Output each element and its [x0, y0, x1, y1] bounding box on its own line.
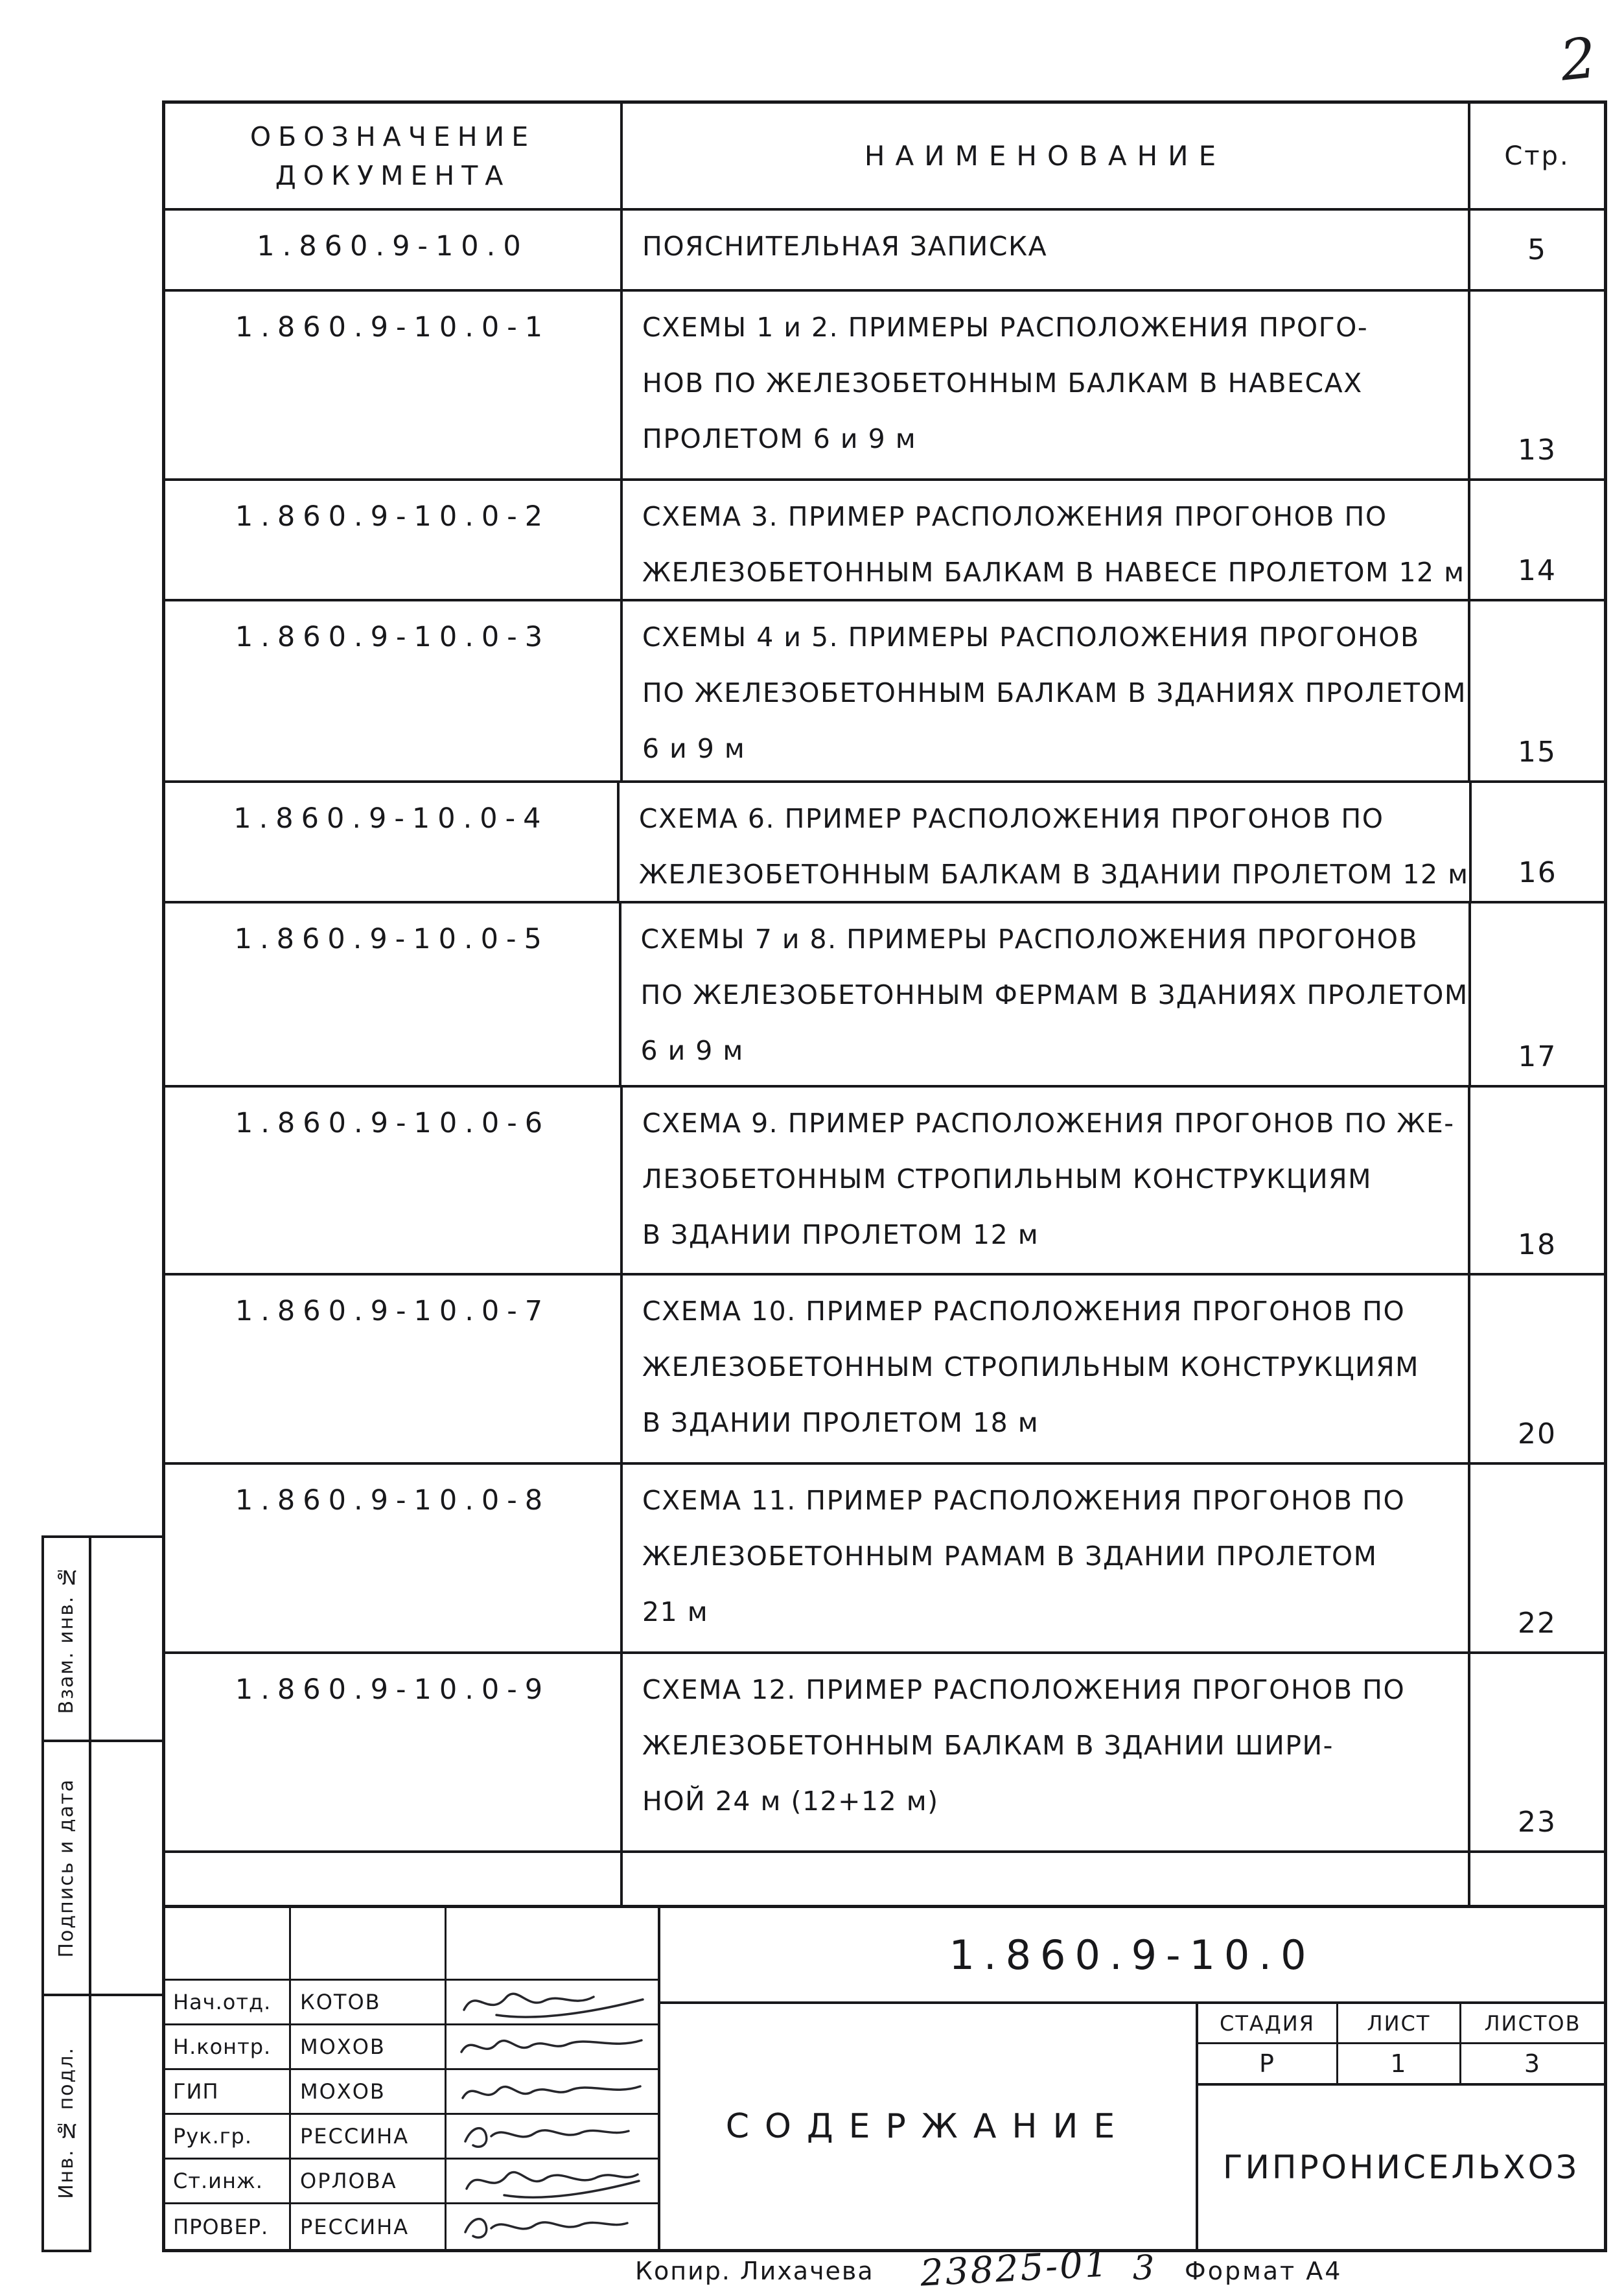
staff-row [165, 2204, 658, 2249]
entry-line: СХЕМА 10. ПРИМЕР РАСПОЛОЖЕНИЯ ПРОГОНОВ ПО [642, 1296, 1406, 1327]
doc-code: 1.860.9-10.0 [257, 230, 529, 262]
side-label: Взам. инв. № [55, 1563, 78, 1714]
staff-row [165, 2025, 658, 2070]
empty-signature-row [165, 1908, 658, 1981]
signature-scribble [455, 2026, 649, 2068]
table-row [165, 1088, 1604, 1276]
sheet-footer [0, 2243, 1624, 2295]
doc-code: 1.860.9-10.0-4 [233, 802, 549, 835]
frame-connector-line [91, 1740, 162, 1742]
doc-code: 1.860.9-10.0-7 [235, 1295, 551, 1327]
entry-line: В ЗДАНИИ ПРОЛЕТОМ 12 м [642, 1219, 1039, 1250]
entry-line: СХЕМА 6. ПРИМЕР РАСПОЛОЖЕНИЯ ПРОГОНОВ ПО [638, 803, 1384, 834]
entry-line: ПОЯСНИТЕЛЬНАЯ ЗАПИСКА [642, 231, 1048, 262]
entry-line: ЖЕЛЕЗОБЕТОННЫМ БАЛКАМ В ЗДАНИИ ШИРИ- [642, 1730, 1334, 1761]
order-number-handwritten: 23825-01 [919, 2243, 1111, 2295]
frame-connector-line [91, 1535, 162, 1538]
table-row [165, 601, 1604, 783]
doc-code: 1.860.9-10.0-5 [234, 923, 550, 955]
sheet-value: 1 [1338, 2044, 1461, 2083]
staff-role: ПРОВЕР. [165, 2204, 291, 2249]
signature-scribble [455, 2071, 649, 2112]
header-designation-line1: ОБОЗНАЧЕНИЕ [249, 121, 536, 152]
entry-line: СХЕМЫ 7 и 8. ПРИМЕРЫ РАСПОЛОЖЕНИЯ ПРОГОНОВ [640, 924, 1419, 955]
side-label: Подпись и дата [55, 1778, 78, 1958]
entry-line: СХЕМЫ 4 и 5. ПРИМЕРЫ РАСПОЛОЖЕНИЯ ПРОГОНОВ [642, 622, 1420, 653]
entry-line: ЖЕЛЕЗОБЕТОННЫМ РАМАМ В ЗДАНИИ ПРОЛЕТОМ [642, 1541, 1378, 1572]
page-number: 14 [1518, 554, 1557, 587]
table-row [165, 1654, 1604, 1853]
staff-name: МОХОВ [291, 2025, 447, 2068]
entry-line: 6 и 9 м [642, 733, 746, 764]
sheet-label: ЛИСТ [1338, 2004, 1461, 2042]
entry-line: 21 м [642, 1596, 709, 1627]
page-number: 17 [1518, 1040, 1557, 1073]
staff-row [165, 2115, 658, 2160]
staff-name: РЕССИНА [291, 2115, 447, 2158]
entry-line: ПО ЖЕЛЕЗОБЕТОННЫМ БАЛКАМ В ЗДАНИЯХ ПРОЛЕТОМ [642, 677, 1467, 708]
copies-count-handwritten: 3 [1133, 2249, 1155, 2288]
entry-line: ЖЕЛЕЗОБЕТОННЫМ СТРОПИЛЬНЫМ КОНСТРУКЦИЯМ [642, 1351, 1420, 1382]
table-row [165, 1465, 1604, 1654]
copier-label: Копир. Лихачева [635, 2257, 874, 2285]
entry-line: В ЗДАНИИ ПРОЛЕТОМ 18 м [642, 1407, 1039, 1438]
sheet-page-number: 2 [1557, 25, 1599, 94]
header-designation [165, 104, 623, 208]
table-row [165, 481, 1604, 601]
staff-role: Н.контр. [165, 2025, 291, 2068]
entry-line: СХЕМА 9. ПРИМЕР РАСПОЛОЖЕНИЯ ПРОГОНОВ ПО ЖЕ- [642, 1108, 1455, 1139]
document-number: 1.860.9-10.0 [660, 1908, 1604, 2004]
signature-scribble [455, 1981, 649, 2023]
stage-header-row [1198, 2004, 1604, 2044]
signature-scribble [455, 2115, 649, 2157]
side-box-vzam-inv [41, 1535, 91, 1742]
header-name: НАИМЕНОВАНИЕ [623, 104, 1470, 208]
staff-name: ОРЛОВА [291, 2160, 447, 2202]
stage-values-row [1198, 2044, 1604, 2086]
entry-line: ЖЕЛЕЗОБЕТОННЫМ БАЛКАМ В ЗДАНИИ ПРОЛЕТОМ 12 м [638, 859, 1469, 890]
side-box-inv-podl [41, 1996, 91, 2252]
page-number: 16 [1518, 856, 1557, 889]
page-number: 18 [1518, 1228, 1557, 1261]
entry-line: СХЕМА 11. ПРИМЕР РАСПОЛОЖЕНИЯ ПРОГОНОВ ПО [642, 1485, 1406, 1516]
entry-line: 6 и 9 м [640, 1035, 744, 1066]
staff-role: Ст.инж. [165, 2160, 291, 2202]
table-header-row [165, 104, 1604, 211]
entry-line: СХЕМЫ 1 и 2. ПРИМЕРЫ РАСПОЛОЖЕНИЯ ПРОГО- [642, 312, 1369, 343]
staff-role: ГИП [165, 2070, 291, 2113]
signature-scribble [455, 2160, 649, 2202]
entry-line: НОВ ПО ЖЕЛЕЗОБЕТОННЫМ БАЛКАМ В НАВЕСАХ [642, 367, 1363, 399]
page-number: 5 [1527, 233, 1547, 266]
contents-table [162, 100, 1607, 1905]
table-row [165, 1276, 1604, 1465]
entry-line: НОЙ 24 м (12+12 м) [642, 1786, 939, 1817]
staff-name: КОТОВ [291, 1981, 447, 2023]
sheets-value: 3 [1524, 2049, 1542, 2078]
staff-role: Рук.гр. [165, 2115, 291, 2158]
doc-code: 1.860.9-10.0-9 [235, 1673, 551, 1706]
staff-row [165, 2070, 658, 2115]
sheets-label: ЛИСТОВ [1484, 2010, 1581, 2036]
empty-row [165, 1853, 1604, 1905]
signature-table [165, 1908, 660, 2249]
staff-row [165, 2160, 658, 2204]
page-number: 23 [1518, 1806, 1557, 1839]
page-number: 20 [1518, 1417, 1557, 1450]
doc-code: 1.860.9-10.0-2 [235, 500, 551, 533]
doc-code: 1.860.9-10.0-3 [235, 621, 551, 653]
staff-name: МОХОВ [291, 2070, 447, 2113]
doc-code: 1.860.9-10.0-1 [235, 311, 551, 344]
page-number: 13 [1518, 434, 1557, 467]
header-page: Стр. [1504, 141, 1570, 171]
stage-value: Р [1198, 2044, 1338, 2083]
table-row [165, 211, 1604, 292]
staff-row [165, 1981, 658, 2025]
table-row [165, 783, 1604, 903]
organization-name: ГИПРОНИСЕЛЬХОЗ [1222, 2149, 1580, 2186]
stage-label: СТАДИЯ [1198, 2004, 1338, 2042]
page-number: 22 [1518, 1607, 1557, 1640]
document-title: СОДЕРЖАНИЕ [660, 2004, 1198, 2249]
entry-line: ЛЕЗОБЕТОННЫМ СТРОПИЛЬНЫМ КОНСТРУКЦИЯМ [642, 1163, 1372, 1194]
header-designation-line2: ДОКУМЕНТА [275, 159, 511, 191]
doc-code: 1.860.9-10.0-8 [235, 1484, 551, 1517]
title-block [162, 1905, 1607, 2252]
entry-line: СХЕМА 3. ПРИМЕР РАСПОЛОЖЕНИЯ ПРОГОНОВ ПО [642, 501, 1387, 532]
entry-line: ЖЕЛЕЗОБЕТОННЫМ БАЛКАМ В НАВЕСЕ ПРОЛЕТОМ 12 м [642, 557, 1465, 588]
frame-connector-line [91, 1994, 162, 1996]
entry-line: ПО ЖЕЛЕЗОБЕТОННЫМ ФЕРМАМ В ЗДАНИЯХ ПРОЛЕТОМ [640, 979, 1468, 1010]
staff-name: РЕССИНА [291, 2204, 447, 2249]
entry-line: СХЕМА 12. ПРИМЕР РАСПОЛОЖЕНИЯ ПРОГОНОВ ПО [642, 1674, 1406, 1705]
format-label: Формат А4 [1185, 2257, 1343, 2285]
signature-scribble [455, 2206, 649, 2248]
entry-line: ПРОЛЕТОМ 6 и 9 м [642, 423, 917, 454]
table-row [165, 903, 1604, 1088]
page-number: 15 [1518, 736, 1557, 769]
side-label: Инв. № подл. [55, 2047, 78, 2199]
table-row [165, 292, 1604, 481]
side-box-podpis-data [41, 1742, 91, 1996]
staff-role: Нач.отд. [165, 1981, 291, 2023]
doc-code: 1.860.9-10.0-6 [235, 1107, 551, 1139]
